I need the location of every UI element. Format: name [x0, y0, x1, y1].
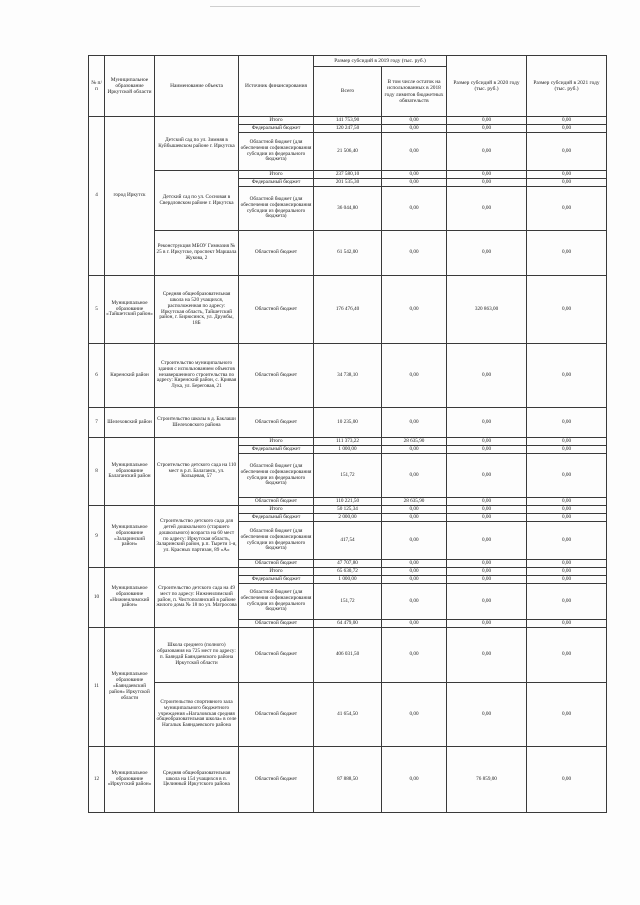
- total-cell: 110 221,50: [314, 498, 382, 506]
- municipality-cell: Муниципальное образование «Иркутский район»: [105, 747, 155, 813]
- balance-cell: 0,00: [382, 560, 447, 568]
- y2021-cell: 0,00: [527, 560, 607, 568]
- row-num: 7: [89, 408, 105, 438]
- y2021-cell: 0,00: [527, 408, 607, 438]
- source-cell: Итого: [239, 438, 314, 446]
- balance-cell: 28 635,90: [382, 438, 447, 446]
- table-row: [89, 231, 607, 276]
- y2021-cell: 0,00: [527, 568, 607, 576]
- y2021-cell: 0,00: [527, 446, 607, 454]
- balance-cell: 0,00: [382, 231, 447, 276]
- source-cell: Областной бюджет (для обеспечения софинансирования субсидии из федерального бюджета): [239, 187, 314, 231]
- y2020-cell: 0,00: [447, 344, 527, 408]
- source-cell: Областной бюджет (для обеспечения софинансирования субсидии из федерального бюджета): [239, 454, 314, 498]
- y2020-cell: 0,00: [447, 454, 527, 498]
- header-municipality: Муниципальное образование Иркутской области: [105, 56, 155, 117]
- balance-cell: 0,00: [382, 171, 447, 179]
- source-cell: Федеральный бюджет: [239, 446, 314, 454]
- source-cell: Областной бюджет: [239, 276, 314, 344]
- balance-cell: 0,00: [382, 522, 447, 560]
- total-cell: 406 031,50: [314, 628, 382, 683]
- source-cell: Итого: [239, 506, 314, 514]
- total-cell: 2 000,00: [314, 514, 382, 522]
- table-row: [89, 117, 607, 125]
- y2021-cell: 0,00: [527, 683, 607, 747]
- source-cell: Областной бюджет: [239, 408, 314, 438]
- y2020-cell: 0,00: [447, 560, 527, 568]
- total-cell: 47 707,80: [314, 560, 382, 568]
- y2020-cell: 0,00: [447, 514, 527, 522]
- total-cell: 237 580,10: [314, 171, 382, 179]
- municipality-cell: Муниципальное образование «Заларинский район»: [105, 506, 155, 568]
- row-num: 12: [89, 747, 105, 813]
- header-total: Всего: [314, 67, 382, 117]
- y2020-cell: 0,00: [447, 171, 527, 179]
- object-cell: Строительство детского сада на 110 мест в р.п. Балаганск, ул. Кольцевая, 57: [155, 438, 239, 506]
- header-subsidy-2021: Размер субсидий в 2021 году (тыс. руб.): [527, 56, 607, 117]
- y2020-cell: 0,00: [447, 179, 527, 187]
- row-num: 6: [89, 344, 105, 408]
- source-cell: Областной бюджет: [239, 683, 314, 747]
- balance-cell: 0,00: [382, 133, 447, 171]
- source-cell: Областной бюджет: [239, 747, 314, 813]
- y2020-cell: 320 863,00: [447, 276, 527, 344]
- object-cell: Школа среднего (полного) образования на 725 мест по адресу: п. Баяндай Баяндаевского района Иркутской области: [155, 628, 239, 683]
- header-object: Наименование объекта: [155, 56, 239, 117]
- total-cell: 87 888,50: [314, 747, 382, 813]
- object-cell: Строительство муниципального здания с использованием объектов незавершенного строительства по адресу: Киренский район, с. Кривая Лука, ул. Береговая, 21: [155, 344, 239, 408]
- source-cell: Федеральный бюджет: [239, 179, 314, 187]
- table-row: [89, 344, 607, 408]
- municipality-cell: Муниципальное образование «Баяндаевский район» Иркутской области: [105, 628, 155, 747]
- balance-cell: 0,00: [382, 187, 447, 231]
- y2020-cell: 0,00: [447, 125, 527, 133]
- y2021-cell: 0,00: [527, 747, 607, 813]
- source-cell: Областной бюджет: [239, 560, 314, 568]
- y2021-cell: 0,00: [527, 506, 607, 514]
- total-cell: 1 000,00: [314, 576, 382, 584]
- object-cell: Строительство детского сада для детей дошкольного (старшего дошкольного) возраста на 60 мест по адресу: Иркутская область, Заларинский район, р.п. Тырети 1-я, ул. Красных партизан, 89 «А»: [155, 506, 239, 568]
- y2021-cell: 0,00: [527, 344, 607, 408]
- y2021-cell: 0,00: [527, 454, 607, 498]
- total-cell: 141 753,90: [314, 117, 382, 125]
- municipality-cell: Муниципальное образование «Тайшетский район»: [105, 276, 155, 344]
- subsidy-table: [88, 55, 607, 813]
- balance-cell: 0,00: [382, 276, 447, 344]
- object-cell: Средняя общеобразовательная школа на 520 учащихся, расположенная по адресу: Иркутская область, Тайшетский район, г. Бирюсинск, ул. Дружбы, 18Б: [155, 276, 239, 344]
- row-num: 10: [89, 568, 105, 628]
- source-cell: Федеральный бюджет: [239, 125, 314, 133]
- y2020-cell: 0,00: [447, 576, 527, 584]
- balance-cell: 0,00: [382, 408, 447, 438]
- balance-cell: 0,00: [382, 179, 447, 187]
- y2021-cell: 0,00: [527, 514, 607, 522]
- total-cell: 176 476,40: [314, 276, 382, 344]
- row-num: 8: [89, 438, 105, 506]
- balance-cell: 0,00: [382, 683, 447, 747]
- table-row: [89, 628, 607, 683]
- table-row: [89, 683, 607, 747]
- y2020-cell: 0,00: [447, 584, 527, 620]
- source-cell: Областной бюджет (для обеспечения софинансирования субсидии из федерального бюджета): [239, 584, 314, 620]
- y2020-cell: 0,00: [447, 117, 527, 125]
- source-cell: Итого: [239, 117, 314, 125]
- header-row: [89, 56, 607, 67]
- total-cell: 10 235,00: [314, 408, 382, 438]
- source-cell: Федеральный бюджет: [239, 576, 314, 584]
- header-num: № п/п: [89, 56, 105, 117]
- y2021-cell: 0,00: [527, 117, 607, 125]
- balance-cell: 0,00: [382, 454, 447, 498]
- source-cell: Итого: [239, 171, 314, 179]
- total-cell: 120 247,50: [314, 125, 382, 133]
- municipality-cell: Шелеховский район: [105, 408, 155, 438]
- balance-cell: 0,00: [382, 584, 447, 620]
- y2021-cell: 0,00: [527, 620, 607, 628]
- table-row: [89, 408, 607, 438]
- y2021-cell: 0,00: [527, 171, 607, 179]
- y2021-cell: 0,00: [527, 628, 607, 683]
- source-cell: Областной бюджет: [239, 231, 314, 276]
- y2021-cell: 0,00: [527, 231, 607, 276]
- total-cell: 417,54: [314, 522, 382, 560]
- municipality-cell: Киренский район: [105, 344, 155, 408]
- row-num: 5: [89, 276, 105, 344]
- y2021-cell: 0,00: [527, 584, 607, 620]
- total-cell: 21 506,40: [314, 133, 382, 171]
- y2020-cell: 0,00: [447, 446, 527, 454]
- y2020-cell: 0,00: [447, 628, 527, 683]
- y2020-cell: 0,00: [447, 620, 527, 628]
- object-cell: Средняя общеобразовательная школа на 154 учащихся в п. Целинный Иркутского района: [155, 747, 239, 813]
- table-row: [89, 276, 607, 344]
- table-row: [89, 568, 607, 576]
- y2020-cell: 0,00: [447, 133, 527, 171]
- total-cell: 65 630,72: [314, 568, 382, 576]
- total-cell: 36 044,80: [314, 187, 382, 231]
- source-cell: Областной бюджет: [239, 628, 314, 683]
- table-row: [89, 171, 607, 179]
- total-cell: 151,72: [314, 454, 382, 498]
- total-cell: 201 535,30: [314, 179, 382, 187]
- balance-cell: 0,00: [382, 125, 447, 133]
- y2020-cell: 0,00: [447, 506, 527, 514]
- object-cell: Строительство школы в д. Баклаши Шелеховского района: [155, 408, 239, 438]
- y2021-cell: 0,00: [527, 498, 607, 506]
- table-row: [89, 747, 607, 813]
- balance-cell: 28 635,90: [382, 498, 447, 506]
- municipality-cell: Муниципальное образование «Нижнеилимский район»: [105, 568, 155, 628]
- object-cell: Детский сад по ул. Сосновая в Свердловском районе г. Иркутска: [155, 171, 239, 231]
- source-cell: Областной бюджет (для обеспечения софинансирования субсидии из федерального бюджета): [239, 522, 314, 560]
- table-row: [89, 438, 607, 446]
- table-row: [89, 506, 607, 514]
- balance-cell: 0,00: [382, 747, 447, 813]
- y2020-cell: 0,00: [447, 408, 527, 438]
- balance-cell: 0,00: [382, 506, 447, 514]
- total-cell: 41 654,50: [314, 683, 382, 747]
- y2021-cell: 0,00: [527, 276, 607, 344]
- balance-cell: 0,00: [382, 446, 447, 454]
- y2020-cell: 0,00: [447, 522, 527, 560]
- total-cell: 1 000,00: [314, 446, 382, 454]
- y2020-cell: 0,00: [447, 498, 527, 506]
- balance-cell: 0,00: [382, 628, 447, 683]
- balance-cell: 0,00: [382, 514, 447, 522]
- object-cell: Реконструкция МБОУ Гимназия № 25 в г. Иркутске, проспект Маршала Жукова, 2: [155, 231, 239, 276]
- source-cell: Областной бюджет: [239, 620, 314, 628]
- source-cell: Областной бюджет (для обеспечения софинансирования субсидии из федерального бюджета): [239, 133, 314, 171]
- balance-cell: 0,00: [382, 576, 447, 584]
- row-num: 4: [89, 117, 105, 276]
- y2021-cell: 0,00: [527, 522, 607, 560]
- total-cell: 34 738,10: [314, 344, 382, 408]
- scan-top-line: [210, 6, 420, 7]
- y2021-cell: 0,00: [527, 179, 607, 187]
- balance-cell: 0,00: [382, 117, 447, 125]
- y2021-cell: 0,00: [527, 125, 607, 133]
- row-num: 9: [89, 506, 105, 568]
- total-cell: 61 542,00: [314, 231, 382, 276]
- balance-cell: 0,00: [382, 568, 447, 576]
- total-cell: 151,72: [314, 584, 382, 620]
- header-source: Источник финансирования: [239, 56, 314, 117]
- y2020-cell: 76 859,00: [447, 747, 527, 813]
- y2020-cell: 0,00: [447, 683, 527, 747]
- y2020-cell: 0,00: [447, 231, 527, 276]
- balance-cell: 0,00: [382, 344, 447, 408]
- source-cell: Итого: [239, 568, 314, 576]
- balance-cell: 0,00: [382, 620, 447, 628]
- object-cell: Детский сад по ул. Зимняя в Куйбышевском районе г. Иркутска: [155, 117, 239, 171]
- municipality-cell: Муниципальное образование Балаганский район: [105, 438, 155, 506]
- row-num: 11: [89, 628, 105, 747]
- source-cell: Областной бюджет: [239, 498, 314, 506]
- source-cell: Федеральный бюджет: [239, 514, 314, 522]
- y2021-cell: 0,00: [527, 576, 607, 584]
- y2020-cell: 0,00: [447, 568, 527, 576]
- source-cell: Областной бюджет: [239, 344, 314, 408]
- y2021-cell: 0,00: [527, 438, 607, 446]
- total-cell: 111 373,22: [314, 438, 382, 446]
- header-subsidy-2019: Размер субсидий в 2019 году (тыс. руб.): [314, 56, 447, 67]
- object-cell: Строительство спортивного зала муниципального бюджетного учреждения «Нагаловская средняя общеобразовательная школа» в селе Нагалык Баяндаевского района: [155, 683, 239, 747]
- y2020-cell: 0,00: [447, 438, 527, 446]
- total-cell: 50 125,34: [314, 506, 382, 514]
- y2020-cell: 0,00: [447, 187, 527, 231]
- municipality-cell: город Иркутск: [105, 117, 155, 276]
- object-cell: Строительство детского сада на 49 мест по адресу: Нижнеилимский район, п. Чистополянский в районе жилого дома № 18 по ул. Матросова: [155, 568, 239, 628]
- y2021-cell: 0,00: [527, 187, 607, 231]
- total-cell: 64 479,00: [314, 620, 382, 628]
- header-balance: В том числе остаток на использованных в 2018 году лимитов бюджетных обязательств: [382, 67, 447, 117]
- header-subsidy-2020: Размер субсидий в 2020 году (тыс. руб.): [447, 56, 527, 117]
- y2021-cell: 0,00: [527, 133, 607, 171]
